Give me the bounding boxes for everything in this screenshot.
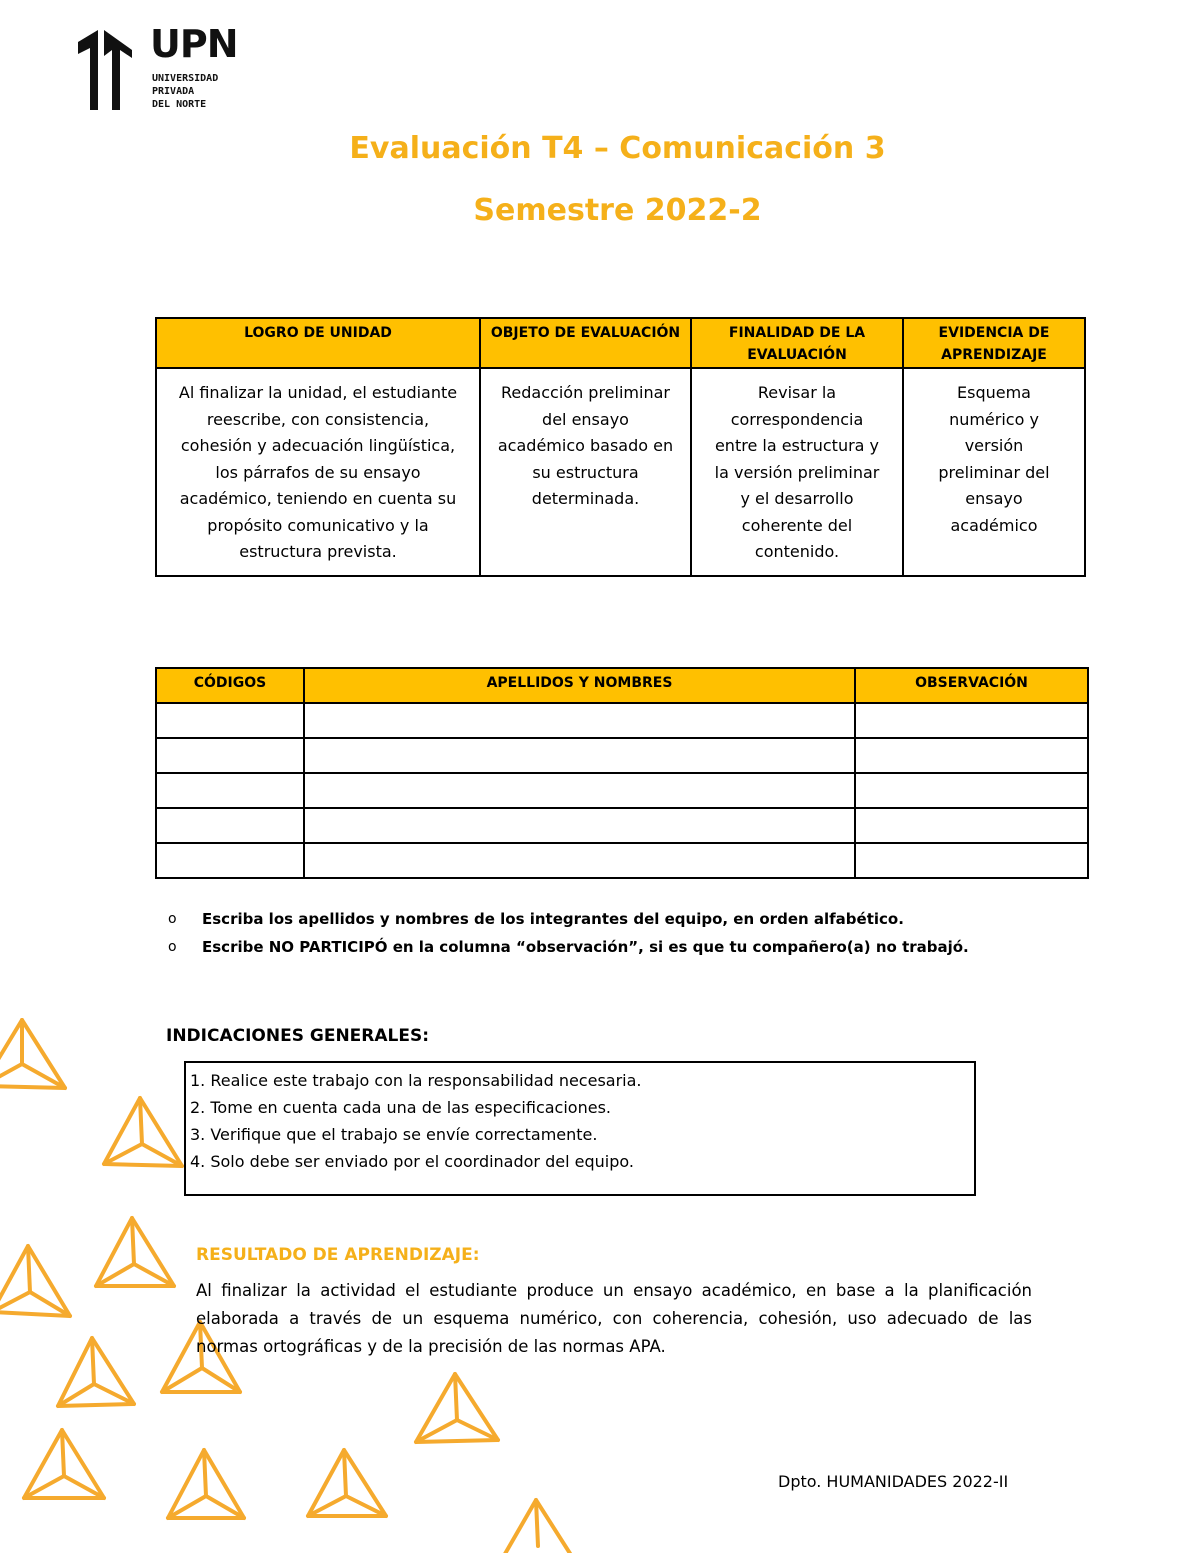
arrow-decoration-icon: [168, 1450, 244, 1518]
upn-name-line: UNIVERSIDAD: [152, 73, 219, 84]
list-item: 2. Tome en cuenta cada una de las especificaciones.: [190, 1098, 611, 1117]
header-finalidad-de-la-evaluacion: FINALIDAD DE LA EVALUACIÓN: [691, 318, 903, 368]
paragraph-line: Al finalizar la actividad el estudiante produce un ensayo académico, en base a la planificación: [196, 1281, 1032, 1300]
table-row: [156, 703, 1088, 738]
indications-box: [184, 1061, 976, 1196]
cell-line: estructura prevista.: [239, 542, 397, 561]
cell-line: propósito comunicativo y la: [207, 515, 429, 535]
upn-logo: [74, 22, 238, 118]
result-heading: RESULTADO DE APRENDIZAJE:: [196, 1245, 480, 1265]
upn-university-name: [152, 72, 242, 111]
cell-logro-de-unidad: [156, 368, 480, 576]
upn-name-line: PRIVADA: [152, 86, 195, 97]
cell-line: del ensayo: [542, 409, 629, 429]
paragraph-line: normas ortográficas y de la precisión de las normas APA.: [196, 1337, 666, 1356]
observacion-cell[interactable]: [855, 843, 1088, 878]
cell-line: la versión preliminar: [714, 462, 880, 482]
observacion-cell[interactable]: [855, 808, 1088, 843]
table-row: [156, 368, 1085, 576]
cell-line: Esquema: [957, 383, 1031, 402]
cell-line: su estructura: [532, 462, 639, 482]
bullet-icon: o: [168, 939, 177, 955]
arrow-decoration-icon: [58, 1338, 134, 1406]
header-apellidos-y-nombres: APELLIDOS Y NOMBRES: [304, 668, 855, 703]
upn-name-line: DEL NORTE: [152, 99, 207, 110]
upn-arrow-logo-icon: [74, 28, 150, 112]
document-subtitle: Semestre 2022-2: [473, 193, 762, 228]
nombre-cell[interactable]: [304, 843, 855, 878]
upn-brand-text: UPN: [150, 22, 238, 66]
codigo-cell[interactable]: [156, 738, 304, 773]
arrow-decoration-icon: [0, 1020, 65, 1088]
nombre-cell[interactable]: [304, 773, 855, 808]
table-row: [156, 843, 1088, 878]
header-objeto-de-evaluacion: OBJETO DE EVALUACIÓN: [480, 318, 691, 368]
list-item: 4. Solo debe ser enviado por el coordinador del equipo.: [190, 1152, 634, 1171]
cell-line: Al finalizar la unidad, el estudiante: [178, 383, 458, 402]
header-observacion: OBSERVACIÓN: [855, 668, 1088, 703]
table-header-row: [156, 668, 1088, 703]
arrow-decoration-icon: [24, 1430, 104, 1498]
arrow-decoration-icon: [308, 1450, 386, 1516]
table-header-row: [156, 318, 1085, 368]
codigo-cell[interactable]: [156, 843, 304, 878]
cell-line: correspondencia: [730, 409, 864, 429]
learning-outcome-table: [155, 317, 1086, 577]
cell-line: Redacción preliminar: [501, 383, 670, 402]
cell-line: versión: [964, 436, 1024, 455]
observacion-cell[interactable]: [855, 738, 1088, 773]
table-row: [156, 738, 1088, 773]
list-item: 1. Realice este trabajo con la responsabilidad necesaria.: [190, 1071, 642, 1090]
indications-heading: INDICACIONES GENERALES:: [166, 1026, 430, 1046]
cell-line: los párrafos de su ensayo: [215, 462, 421, 482]
header-codigos: CÓDIGOS: [156, 668, 304, 703]
cell-objeto-de-evaluacion: [480, 368, 691, 576]
cell-line: determinada.: [531, 489, 640, 508]
header-logro-de-unidad: LOGRO DE UNIDAD: [156, 318, 480, 368]
note-text: Escriba los apellidos y nombres de los integrantes del equipo, en orden alfabético.: [202, 910, 904, 928]
nombre-cell[interactable]: [304, 703, 855, 738]
cell-finalidad-de-la-evaluacion: [691, 368, 903, 576]
cell-line: académico, teniendo en cuenta su: [179, 489, 457, 508]
cell-line: cohesión y adecuación lingüística,: [180, 436, 456, 455]
cell-line: numérico y: [949, 409, 1039, 429]
list-item: 3. Verifique que el trabajo se envíe correctamente.: [190, 1125, 598, 1144]
observacion-cell[interactable]: [855, 773, 1088, 808]
arrow-decoration-icon: [498, 1500, 578, 1553]
document-title: Evaluación T4 – Comunicación 3: [349, 131, 886, 166]
cell-evidencia-de-aprendizaje: [903, 368, 1085, 576]
codigo-cell[interactable]: [156, 808, 304, 843]
cell-line: reescribe, con consistencia,: [206, 409, 430, 429]
cell-line: coherente del: [741, 515, 853, 535]
codigo-cell[interactable]: [156, 773, 304, 808]
nombre-cell[interactable]: [304, 738, 855, 773]
nombre-cell[interactable]: [304, 808, 855, 843]
table-row: [156, 808, 1088, 843]
cell-line: y el desarrollo: [740, 489, 854, 508]
footer-department: Dpto. HUMANIDADES 2022-II: [778, 1472, 1009, 1491]
bullet-icon: o: [168, 911, 177, 927]
arrow-decoration-icon: [416, 1374, 498, 1442]
observacion-cell[interactable]: [855, 703, 1088, 738]
note-text: Escribe NO PARTICIPÓ en la columna “observación”, si es que tu compañero(a) no trabajó.: [202, 938, 969, 956]
table-row: [156, 773, 1088, 808]
cell-line: Revisar la: [757, 383, 837, 402]
arrow-decoration-icon: [104, 1098, 182, 1166]
team-members-table: [155, 667, 1089, 879]
cell-line: entre la estructura y: [714, 436, 880, 455]
result-paragraph: [196, 1277, 1032, 1361]
arrow-decoration-icon: [96, 1218, 174, 1286]
cell-line: académico: [950, 515, 1038, 535]
cell-line: ensayo: [965, 489, 1023, 508]
header-evidencia-de-aprendizaje: EVIDENCIA DE APRENDIZAJE: [903, 318, 1085, 368]
arrow-decoration-icon: [0, 1246, 70, 1316]
paragraph-line: elaborada a través de un esquema numérico, con coherencia, cohesión, uso adecuado de las: [196, 1309, 1032, 1328]
cell-line: preliminar del: [938, 462, 1050, 482]
codigo-cell[interactable]: [156, 703, 304, 738]
cell-line: académico basado en: [497, 436, 674, 455]
cell-line: contenido.: [754, 542, 840, 561]
